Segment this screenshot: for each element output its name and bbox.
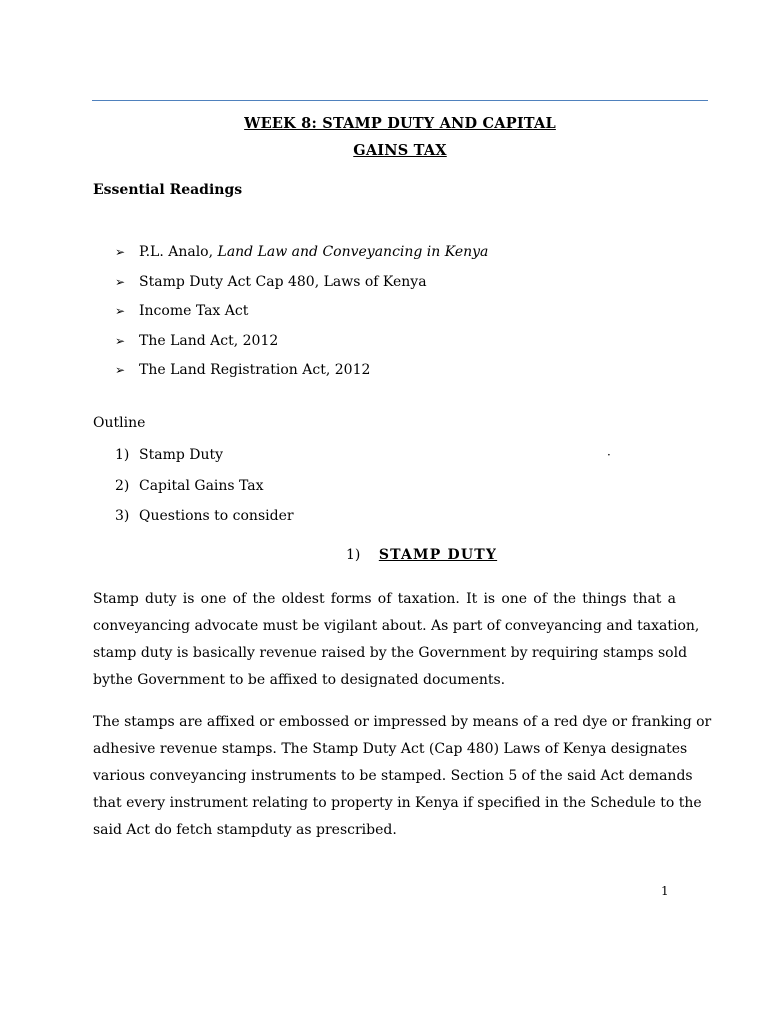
outline-number: 2) <box>115 477 130 494</box>
outline-text: Capital Gains Tax <box>139 477 264 494</box>
outline-text: Stamp Duty <box>139 447 224 463</box>
reading-item <box>115 329 488 359</box>
essential-readings-heading: Essential Readings <box>93 182 243 198</box>
outline-number: 1) <box>115 447 130 463</box>
outline-heading: Outline <box>93 415 146 431</box>
arrow-bullet-icon: ➢ <box>115 333 126 348</box>
section-number: 1) <box>346 547 361 563</box>
paragraph-line: said Act do fetch stampduty as prescribed. <box>93 822 397 838</box>
paragraph-line: bythe Government to be affixed to designated documents. <box>93 672 506 688</box>
reading-text: The Land Act, 2012 <box>139 332 279 349</box>
page-number: 1 <box>661 884 669 898</box>
paragraph-line: stamp duty is basically revenue raised by the Government by requiring stamps sold <box>93 645 688 661</box>
reading-text: P.L. Analo, <box>139 244 218 260</box>
outline-item <box>115 505 294 536</box>
document-title-line-1: WEEK 8: STAMP DUTY AND CAPITAL <box>244 115 556 132</box>
paragraph-stamp-duty-intro <box>93 586 700 694</box>
outline-list <box>115 444 294 536</box>
reading-item <box>115 299 488 329</box>
arrow-bullet-icon: ➢ <box>115 304 126 318</box>
reading-text: The Land Registration Act, 2012 <box>139 362 371 378</box>
paragraph-line: conveyancing advocate must be vigilant about. As part of conveyancing and taxation, <box>93 618 700 634</box>
arrow-bullet-icon: ➢ <box>115 363 126 377</box>
stray-mark: · <box>607 448 611 462</box>
outline-text: Questions to consider <box>139 508 294 524</box>
reading-text: Stamp Duty Act Cap 480, Laws of Kenya <box>139 273 427 290</box>
reading-item <box>115 358 488 388</box>
readings-list <box>115 240 488 388</box>
reading-item <box>115 270 488 300</box>
outline-item <box>115 444 294 475</box>
paragraph-stamps-affixed <box>93 709 712 844</box>
paragraph-line: The stamps are affixed or embossed or impressed by means of a red dye or franking or <box>93 714 712 730</box>
reading-text: Income Tax Act <box>139 303 249 319</box>
outline-number: 3) <box>115 508 130 524</box>
outline-item <box>115 475 294 506</box>
header-rule <box>92 100 708 101</box>
reading-title-italic: Land Law and Conveyancing in Kenya <box>217 244 489 260</box>
section-title: STAMP DUTY <box>378 547 498 563</box>
paragraph-line: Stamp duty is one of the oldest forms of taxation. It is one of the things that a <box>93 591 676 607</box>
paragraph-line: various conveyancing instruments to be stamped. Section 5 of the said Act demands <box>93 768 693 784</box>
document-title-line-2: GAINS TAX <box>353 142 447 159</box>
paragraph-line: that every instrument relating to property in Kenya if specified in the Schedule to the <box>93 795 702 811</box>
reading-item <box>115 240 488 270</box>
arrow-bullet-icon: ➢ <box>115 245 126 259</box>
section-heading <box>346 547 497 563</box>
paragraph-line: adhesive revenue stamps. The Stamp Duty Act (Cap 480) Laws of Kenya designates <box>93 741 688 757</box>
arrow-bullet-icon: ➢ <box>115 274 126 289</box>
